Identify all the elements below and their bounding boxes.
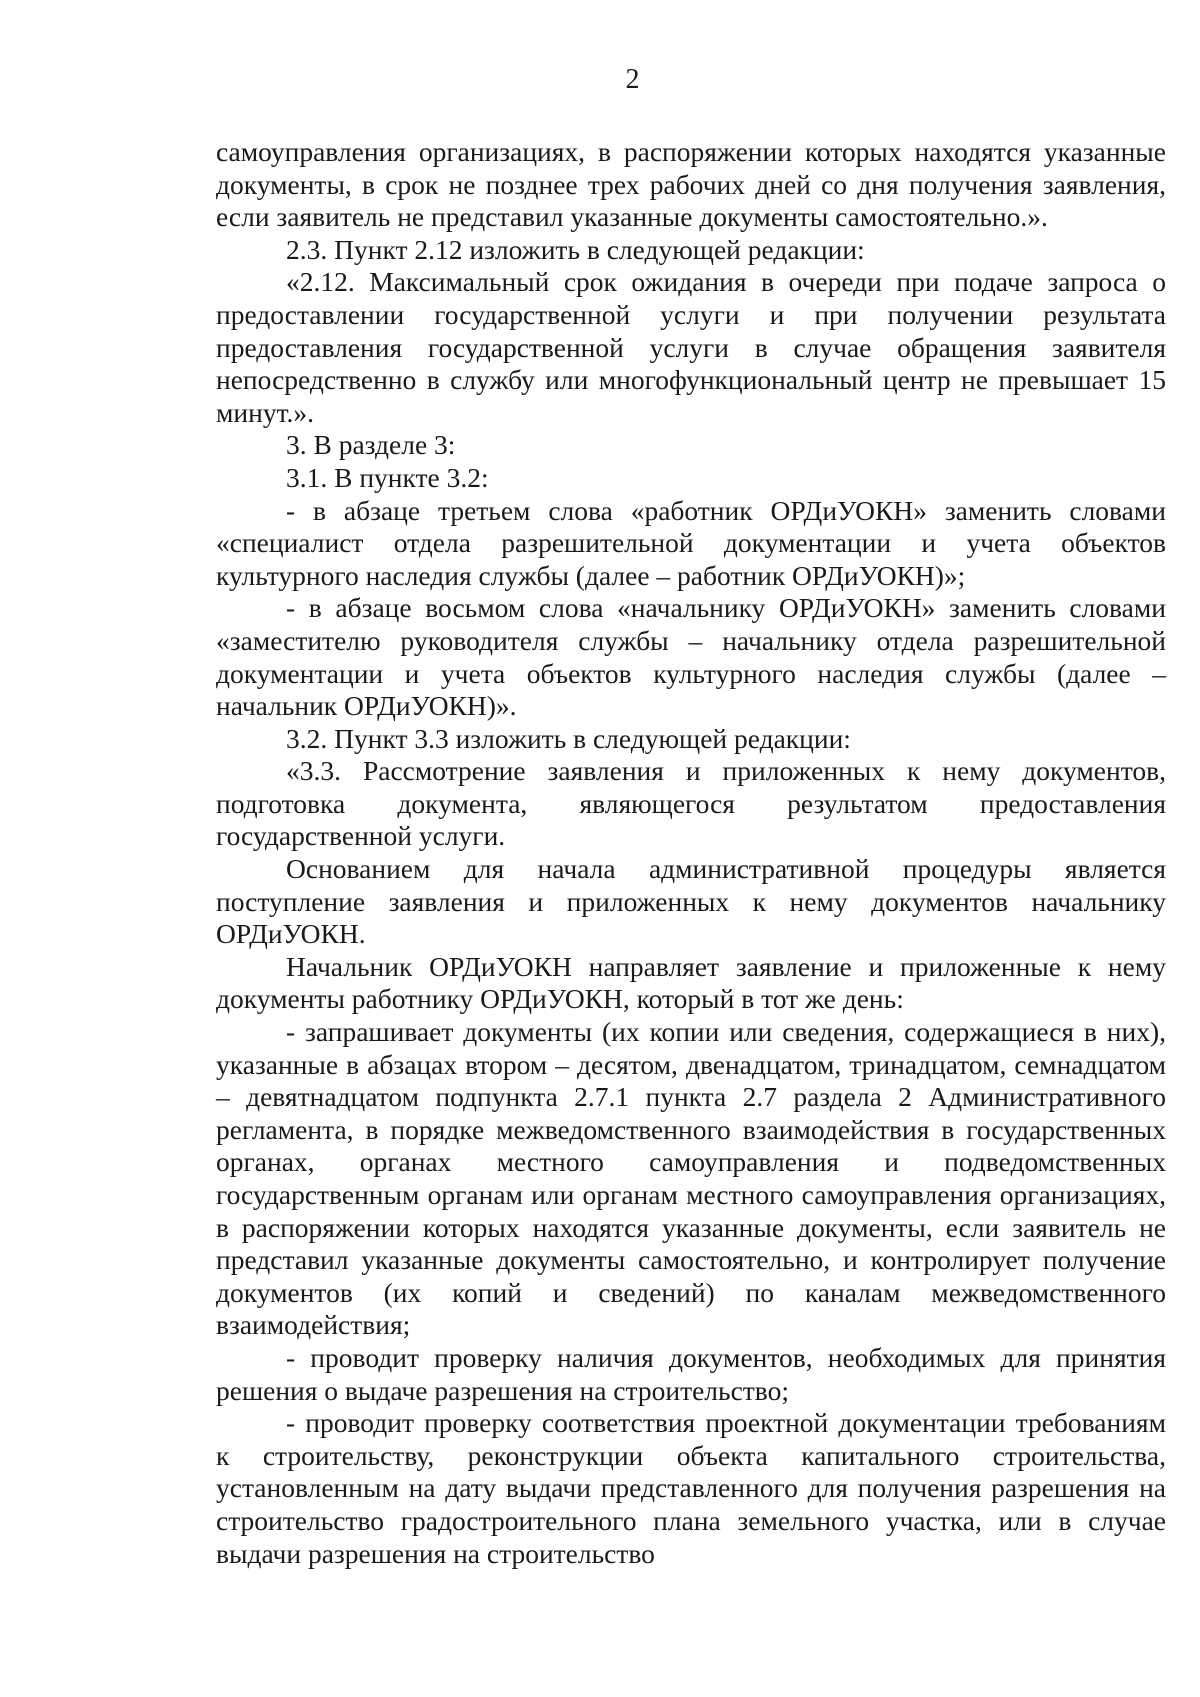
paragraph-dash-eighth: - в абзаце восьмом слова «начальнику ОРДиУОКН» заменить словами «заместителю руководителя службы – начальнику отдела разрешительной документации и учета объектов культурного наследия службы (далее – начальник ОРДиУОКН)». [216, 592, 1166, 722]
paragraph-item-2-3: 2.3. Пункт 2.12 изложить в следующей редакции: [286, 233, 865, 265]
paragraph-head-directs: Начальник ОРДиУОКН направляет заявление и приложенные к нему документы работнику ОРДиУОКН, который в тот же день: [216, 950, 1166, 1015]
paragraph-dash-checks-compliance: - проводит проверку соответствия проектной документации требованиям к строительству, реконструкции объекта капитального строительства, установленным на дату выдачи представленного для получения разрешения на строительство градостроительного плана земельного участка, или в случае выдачи разрешения на строительство [216, 1407, 1166, 1569]
paragraph-item-3-2: 3.2. Пункт 3.3 изложить в следующей редакции: [286, 722, 851, 754]
paragraph-dash-third: - в абзаце третьем слова «работник ОРДиУОКН» заменить словами «специалист отдела разрешительной документации и учета объектов культурного наследия службы (далее – работник ОРДиУОКН)»; [216, 494, 1166, 591]
paragraph-quote-3-3: «3.3. Рассмотрение заявления и приложенных к нему документов, подготовка документа, являющегося результатом предоставления государственной услуги. [216, 755, 1166, 852]
document-body [216, 136, 1166, 1570]
paragraph-dash-checks-presence: - проводит проверку наличия документов, необходимых для принятия решения о выдаче разрешения на строительство; [216, 1341, 1166, 1406]
paragraph-continuation: самоуправления организациях, в распоряжении которых находятся указанные документы, в срок не позднее трех рабочих дней со дня получения заявления, если заявитель не представил указанные документы самостоятельно.». [216, 136, 1166, 233]
paragraph-section-3: 3. В разделе 3: [286, 429, 456, 461]
paragraph-dash-requests: - запрашивает документы (их копии или сведения, содержащиеся в них), указанные в абзацах втором – десятом, двенадцатом, тринадцатом, семнадцатом – девятнадцатом подпункта 2.7.1 пункта 2.7 раздела 2 Административного регламента, в порядке межведомственного взаимодействия в государственных органах, органах местного самоуправления и подведомственных государственным органам или органам местного самоуправления организациях, в распоряжении которых находятся указанные документы, если заявитель не представил указанные документы самостоятельно, и контролирует получение документов (их копий и сведений) по каналам межведомственного взаимодействия; [216, 1016, 1166, 1341]
paragraph-basis: Основанием для начала административной процедуры является поступление заявления и приложенных к нему документов начальнику ОРДиУОКН. [216, 853, 1166, 950]
page-number: 2 [625, 64, 640, 95]
paragraph-quote-2-12: «2.12. Максимальный срок ожидания в очереди при подаче запроса о предоставлении государственной услуги и при получении результата предоставления государственной услуги в случае обращения заявителя непосредственно в службу или многофункциональный центр не превышает 15 минут.». [216, 266, 1166, 428]
paragraph-item-3-1: 3.1. В пункте 3.2: [286, 461, 489, 493]
